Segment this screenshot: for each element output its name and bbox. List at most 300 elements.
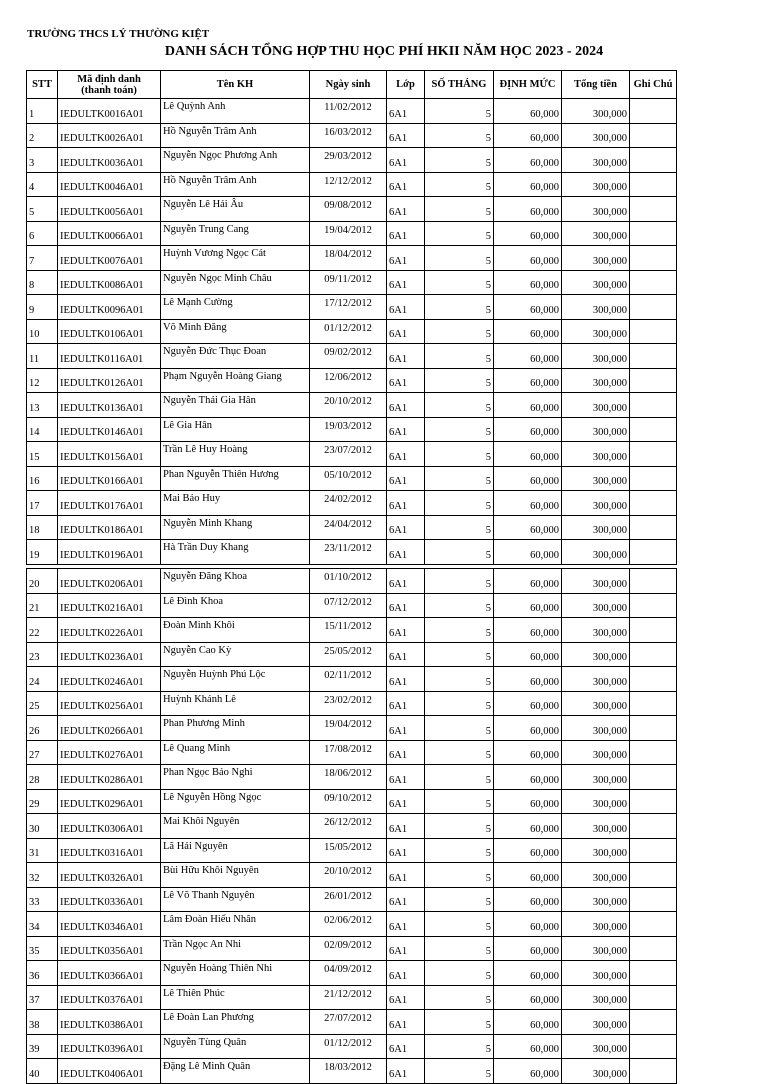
row-class: 6A1 — [387, 246, 425, 271]
row-payment-code: IEDULTK0046A01 — [58, 172, 161, 197]
row-total: 300,000 — [562, 985, 630, 1010]
row-birth-date: 23/11/2012 — [310, 540, 387, 565]
row-student-name: Nguyễn Cao Kỳ — [161, 642, 310, 667]
row-birth-date: 01/12/2012 — [310, 1034, 387, 1059]
table-row — [27, 368, 677, 393]
row-birth-date: 05/10/2012 — [310, 466, 387, 491]
row-total: 300,000 — [562, 863, 630, 888]
row-total: 300,000 — [562, 368, 630, 393]
row-student-name: Võ Minh Đăng — [161, 319, 310, 344]
row-rate: 60,000 — [494, 442, 562, 467]
row-birth-date: 01/12/2012 — [310, 319, 387, 344]
row-birth-date: 12/06/2012 — [310, 368, 387, 393]
row-birth-date: 24/02/2012 — [310, 491, 387, 516]
row-months: 5 — [425, 985, 494, 1010]
row-stt: 22 — [27, 618, 58, 643]
row-rate: 60,000 — [494, 368, 562, 393]
row-birth-date: 02/09/2012 — [310, 936, 387, 961]
table-row — [27, 985, 677, 1010]
row-class: 6A1 — [387, 887, 425, 912]
row-rate: 60,000 — [494, 466, 562, 491]
row-months: 5 — [425, 270, 494, 295]
table-row — [27, 789, 677, 814]
row-birth-date: 23/07/2012 — [310, 442, 387, 467]
row-class: 6A1 — [387, 1010, 425, 1035]
row-student-name: Hồ Nguyễn Trâm Anh — [161, 123, 310, 148]
row-stt: 5 — [27, 197, 58, 222]
row-rate: 60,000 — [494, 197, 562, 222]
row-note — [630, 172, 677, 197]
row-birth-date: 18/03/2012 — [310, 1059, 387, 1084]
row-birth-date: 26/12/2012 — [310, 814, 387, 839]
row-payment-code: IEDULTK0366A01 — [58, 961, 161, 986]
school-name: TRƯỜNG THCS LÝ THƯỜNG KIỆT — [27, 28, 210, 40]
row-stt: 26 — [27, 716, 58, 741]
row-rate: 60,000 — [494, 148, 562, 173]
table-row — [27, 961, 677, 986]
row-payment-code: IEDULTK0296A01 — [58, 789, 161, 814]
table-row — [27, 740, 677, 765]
row-birth-date: 02/11/2012 — [310, 667, 387, 692]
row-payment-code: IEDULTK0246A01 — [58, 667, 161, 692]
row-rate: 60,000 — [494, 393, 562, 418]
row-payment-code: IEDULTK0216A01 — [58, 593, 161, 618]
row-total: 300,000 — [562, 540, 630, 565]
row-student-name: Nguyễn Đức Thục Đoan — [161, 344, 310, 369]
row-stt: 18 — [27, 515, 58, 540]
row-class: 6A1 — [387, 295, 425, 320]
row-payment-code: IEDULTK0406A01 — [58, 1059, 161, 1084]
row-total: 300,000 — [562, 466, 630, 491]
col-header-code-line2: (thanh toán) — [81, 84, 137, 96]
row-birth-date: 29/03/2012 — [310, 148, 387, 173]
row-rate: 60,000 — [494, 887, 562, 912]
row-stt: 38 — [27, 1010, 58, 1035]
row-total: 300,000 — [562, 197, 630, 222]
row-stt: 23 — [27, 642, 58, 667]
row-months: 5 — [425, 197, 494, 222]
fee-table-part-1 — [26, 70, 677, 565]
row-payment-code: IEDULTK0396A01 — [58, 1034, 161, 1059]
table-row — [27, 1034, 677, 1059]
table-row — [27, 1010, 677, 1035]
row-payment-code: IEDULTK0166A01 — [58, 466, 161, 491]
table-row — [27, 197, 677, 222]
row-note — [630, 912, 677, 937]
row-birth-date: 04/09/2012 — [310, 961, 387, 986]
row-stt: 40 — [27, 1059, 58, 1084]
row-rate: 60,000 — [494, 985, 562, 1010]
row-rate: 60,000 — [494, 691, 562, 716]
row-student-name: Lê Đình Khoa — [161, 593, 310, 618]
header-row — [27, 71, 677, 99]
row-student-name: Nguyễn Ngọc Minh Châu — [161, 270, 310, 295]
row-rate: 60,000 — [494, 936, 562, 961]
row-total: 300,000 — [562, 270, 630, 295]
row-total: 300,000 — [562, 936, 630, 961]
row-months: 5 — [425, 667, 494, 692]
row-note — [630, 887, 677, 912]
table-row — [27, 887, 677, 912]
table-body-part-2 — [27, 569, 677, 1084]
table-row — [27, 863, 677, 888]
row-total: 300,000 — [562, 765, 630, 790]
table-row — [27, 442, 677, 467]
row-total: 300,000 — [562, 1059, 630, 1084]
row-stt: 7 — [27, 246, 58, 271]
table-row — [27, 99, 677, 124]
row-total: 300,000 — [562, 515, 630, 540]
row-class: 6A1 — [387, 936, 425, 961]
row-rate: 60,000 — [494, 1034, 562, 1059]
table-row — [27, 936, 677, 961]
row-total: 300,000 — [562, 1010, 630, 1035]
table-row — [27, 221, 677, 246]
row-stt: 29 — [27, 789, 58, 814]
row-note — [630, 838, 677, 863]
row-total: 300,000 — [562, 442, 630, 467]
row-payment-code: IEDULTK0316A01 — [58, 838, 161, 863]
col-header-class: Lớp — [387, 71, 425, 99]
row-student-name: Phan Ngọc Bảo Nghi — [161, 765, 310, 790]
table-row — [27, 838, 677, 863]
row-total: 300,000 — [562, 491, 630, 516]
row-student-name: Huỳnh Vương Ngọc Cát — [161, 246, 310, 271]
row-total: 300,000 — [562, 246, 630, 271]
row-class: 6A1 — [387, 1034, 425, 1059]
row-payment-code: IEDULTK0036A01 — [58, 148, 161, 173]
row-payment-code: IEDULTK0026A01 — [58, 123, 161, 148]
row-payment-code: IEDULTK0336A01 — [58, 887, 161, 912]
row-total: 300,000 — [562, 789, 630, 814]
document-title: DANH SÁCH TỔNG HỢP THU HỌC PHÍ HKII NĂM HỌC 2023 - 2024 — [164, 44, 604, 59]
row-student-name: Mai Khôi Nguyên — [161, 814, 310, 839]
row-stt: 24 — [27, 667, 58, 692]
row-rate: 60,000 — [494, 417, 562, 442]
row-note — [630, 540, 677, 565]
row-rate: 60,000 — [494, 270, 562, 295]
row-payment-code: IEDULTK0236A01 — [58, 642, 161, 667]
row-note — [630, 295, 677, 320]
col-header-rate: ĐỊNH MỨC — [494, 71, 562, 99]
row-payment-code: IEDULTK0086A01 — [58, 270, 161, 295]
row-student-name: Đoàn Minh Khôi — [161, 618, 310, 643]
row-note — [630, 1059, 677, 1084]
row-birth-date: 20/10/2012 — [310, 393, 387, 418]
row-rate: 60,000 — [494, 765, 562, 790]
row-class: 6A1 — [387, 814, 425, 839]
row-payment-code: IEDULTK0346A01 — [58, 912, 161, 937]
row-birth-date: 27/07/2012 — [310, 1010, 387, 1035]
row-student-name: Trần Ngọc An Nhi — [161, 936, 310, 961]
row-student-name: Nguyễn Huỳnh Phú Lộc — [161, 667, 310, 692]
row-note — [630, 863, 677, 888]
row-total: 300,000 — [562, 716, 630, 741]
row-payment-code: IEDULTK0076A01 — [58, 246, 161, 271]
row-note — [630, 642, 677, 667]
row-birth-date: 09/08/2012 — [310, 197, 387, 222]
row-class: 6A1 — [387, 466, 425, 491]
row-rate: 60,000 — [494, 569, 562, 594]
row-student-name: Huỳnh Khánh Lê — [161, 691, 310, 716]
row-class: 6A1 — [387, 569, 425, 594]
row-payment-code: IEDULTK0386A01 — [58, 1010, 161, 1035]
row-birth-date: 01/10/2012 — [310, 569, 387, 594]
row-months: 5 — [425, 740, 494, 765]
row-birth-date: 11/02/2012 — [310, 99, 387, 124]
row-birth-date: 18/04/2012 — [310, 246, 387, 271]
row-stt: 21 — [27, 593, 58, 618]
row-student-name: Phạm Nguyễn Hoàng Giang — [161, 368, 310, 393]
row-note — [630, 961, 677, 986]
row-stt: 30 — [27, 814, 58, 839]
row-months: 5 — [425, 99, 494, 124]
table-row — [27, 491, 677, 516]
row-stt: 15 — [27, 442, 58, 467]
row-total: 300,000 — [562, 99, 630, 124]
row-birth-date: 18/06/2012 — [310, 765, 387, 790]
row-payment-code: IEDULTK0156A01 — [58, 442, 161, 467]
row-note — [630, 569, 677, 594]
table-row — [27, 515, 677, 540]
row-student-name: Nguyễn Đăng Khoa — [161, 569, 310, 594]
row-student-name: Lê Đoàn Lan Phương — [161, 1010, 310, 1035]
row-rate: 60,000 — [494, 172, 562, 197]
row-note — [630, 1010, 677, 1035]
row-total: 300,000 — [562, 740, 630, 765]
row-months: 5 — [425, 368, 494, 393]
row-class: 6A1 — [387, 912, 425, 937]
row-payment-code: IEDULTK0306A01 — [58, 814, 161, 839]
row-note — [630, 667, 677, 692]
row-student-name: Hồ Nguyễn Trâm Anh — [161, 172, 310, 197]
row-rate: 60,000 — [494, 618, 562, 643]
row-class: 6A1 — [387, 319, 425, 344]
row-note — [630, 99, 677, 124]
row-payment-code: IEDULTK0256A01 — [58, 691, 161, 716]
row-payment-code: IEDULTK0176A01 — [58, 491, 161, 516]
row-total: 300,000 — [562, 838, 630, 863]
row-total: 300,000 — [562, 961, 630, 986]
row-student-name: Nguyễn Tùng Quân — [161, 1034, 310, 1059]
row-months: 5 — [425, 814, 494, 839]
row-months: 5 — [425, 172, 494, 197]
row-payment-code: IEDULTK0146A01 — [58, 417, 161, 442]
row-note — [630, 368, 677, 393]
row-stt: 14 — [27, 417, 58, 442]
row-payment-code: IEDULTK0016A01 — [58, 99, 161, 124]
row-note — [630, 442, 677, 467]
table-row — [27, 716, 677, 741]
row-total: 300,000 — [562, 221, 630, 246]
row-months: 5 — [425, 1059, 494, 1084]
row-rate: 60,000 — [494, 740, 562, 765]
col-header-code — [58, 71, 161, 99]
row-note — [630, 765, 677, 790]
row-rate: 60,000 — [494, 319, 562, 344]
row-stt: 20 — [27, 569, 58, 594]
row-class: 6A1 — [387, 368, 425, 393]
row-rate: 60,000 — [494, 863, 562, 888]
row-payment-code: IEDULTK0226A01 — [58, 618, 161, 643]
row-student-name: Lê Gia Hân — [161, 417, 310, 442]
row-student-name: Nguyễn Thái Gia Hân — [161, 393, 310, 418]
row-note — [630, 985, 677, 1010]
row-stt: 28 — [27, 765, 58, 790]
table-row — [27, 569, 677, 594]
row-payment-code: IEDULTK0196A01 — [58, 540, 161, 565]
row-note — [630, 197, 677, 222]
row-student-name: Bùi Hữu Khôi Nguyên — [161, 863, 310, 888]
row-rate: 60,000 — [494, 344, 562, 369]
row-months: 5 — [425, 1034, 494, 1059]
row-note — [630, 618, 677, 643]
row-rate: 60,000 — [494, 642, 562, 667]
table-row — [27, 765, 677, 790]
row-total: 300,000 — [562, 667, 630, 692]
row-months: 5 — [425, 246, 494, 271]
row-rate: 60,000 — [494, 961, 562, 986]
row-class: 6A1 — [387, 716, 425, 741]
row-class: 6A1 — [387, 270, 425, 295]
table-row — [27, 417, 677, 442]
row-note — [630, 417, 677, 442]
row-months: 5 — [425, 936, 494, 961]
row-rate: 60,000 — [494, 593, 562, 618]
row-note — [630, 1034, 677, 1059]
row-note — [630, 221, 677, 246]
row-note — [630, 691, 677, 716]
row-student-name: Lê Võ Thanh Nguyên — [161, 887, 310, 912]
row-total: 300,000 — [562, 319, 630, 344]
row-birth-date: 09/10/2012 — [310, 789, 387, 814]
row-note — [630, 716, 677, 741]
row-student-name: Nguyễn Lê Hải Âu — [161, 197, 310, 222]
row-stt: 34 — [27, 912, 58, 937]
row-total: 300,000 — [562, 417, 630, 442]
row-birth-date: 15/11/2012 — [310, 618, 387, 643]
row-birth-date: 19/04/2012 — [310, 716, 387, 741]
row-stt: 36 — [27, 961, 58, 986]
row-birth-date: 17/08/2012 — [310, 740, 387, 765]
col-header-note: Ghi Chú — [630, 71, 677, 99]
row-birth-date: 19/03/2012 — [310, 417, 387, 442]
row-payment-code: IEDULTK0276A01 — [58, 740, 161, 765]
row-note — [630, 491, 677, 516]
row-stt: 19 — [27, 540, 58, 565]
row-total: 300,000 — [562, 912, 630, 937]
row-student-name: Phan Phương Minh — [161, 716, 310, 741]
table-row — [27, 593, 677, 618]
row-class: 6A1 — [387, 491, 425, 516]
row-months: 5 — [425, 148, 494, 173]
row-stt: 17 — [27, 491, 58, 516]
row-student-name: Mai Bảo Huy — [161, 491, 310, 516]
row-class: 6A1 — [387, 172, 425, 197]
row-birth-date: 02/06/2012 — [310, 912, 387, 937]
table-row — [27, 172, 677, 197]
row-birth-date: 17/12/2012 — [310, 295, 387, 320]
table-row — [27, 270, 677, 295]
table-row — [27, 667, 677, 692]
table-row — [27, 691, 677, 716]
row-total: 300,000 — [562, 814, 630, 839]
row-total: 300,000 — [562, 691, 630, 716]
row-student-name: Hà Trần Duy Khang — [161, 540, 310, 565]
row-note — [630, 344, 677, 369]
row-months: 5 — [425, 123, 494, 148]
row-stt: 32 — [27, 863, 58, 888]
row-student-name: Nguyễn Ngọc Phương Anh — [161, 148, 310, 173]
row-note — [630, 740, 677, 765]
table-row — [27, 466, 677, 491]
row-rate: 60,000 — [494, 814, 562, 839]
table-row — [27, 618, 677, 643]
row-total: 300,000 — [562, 172, 630, 197]
row-rate: 60,000 — [494, 1010, 562, 1035]
row-class: 6A1 — [387, 148, 425, 173]
row-class: 6A1 — [387, 765, 425, 790]
col-header-months: SỐ THÁNG — [425, 71, 494, 99]
row-months: 5 — [425, 618, 494, 643]
row-class: 6A1 — [387, 99, 425, 124]
row-student-name: Nguyễn Trung Cang — [161, 221, 310, 246]
row-class: 6A1 — [387, 789, 425, 814]
row-payment-code: IEDULTK0126A01 — [58, 368, 161, 393]
row-rate: 60,000 — [494, 295, 562, 320]
table-row — [27, 344, 677, 369]
row-class: 6A1 — [387, 985, 425, 1010]
row-months: 5 — [425, 642, 494, 667]
row-student-name: Lê Nguyễn Hồng Ngọc — [161, 789, 310, 814]
row-stt: 9 — [27, 295, 58, 320]
row-rate: 60,000 — [494, 667, 562, 692]
row-class: 6A1 — [387, 838, 425, 863]
row-payment-code: IEDULTK0286A01 — [58, 765, 161, 790]
row-stt: 6 — [27, 221, 58, 246]
row-student-name: Nguyễn Minh Khang — [161, 515, 310, 540]
row-months: 5 — [425, 393, 494, 418]
row-rate: 60,000 — [494, 912, 562, 937]
table-row — [27, 642, 677, 667]
row-months: 5 — [425, 442, 494, 467]
row-rate: 60,000 — [494, 221, 562, 246]
fee-table-part-2 — [26, 568, 677, 1084]
row-note — [630, 814, 677, 839]
row-note — [630, 319, 677, 344]
row-stt: 37 — [27, 985, 58, 1010]
table-row — [27, 1059, 677, 1084]
row-payment-code: IEDULTK0376A01 — [58, 985, 161, 1010]
row-student-name: Lê Quang Minh — [161, 740, 310, 765]
row-months: 5 — [425, 716, 494, 741]
row-class: 6A1 — [387, 221, 425, 246]
col-header-code-line1: Mã định danh — [77, 73, 141, 85]
row-months: 5 — [425, 466, 494, 491]
row-payment-code: IEDULTK0266A01 — [58, 716, 161, 741]
row-months: 5 — [425, 838, 494, 863]
row-student-name: Lê Mạnh Cường — [161, 295, 310, 320]
row-note — [630, 593, 677, 618]
table-row — [27, 540, 677, 565]
row-student-name: Lâm Đoàn Hiếu Nhân — [161, 912, 310, 937]
row-stt: 27 — [27, 740, 58, 765]
row-class: 6A1 — [387, 618, 425, 643]
row-stt: 8 — [27, 270, 58, 295]
row-class: 6A1 — [387, 197, 425, 222]
row-stt: 11 — [27, 344, 58, 369]
col-header-name: Tên KH — [161, 71, 310, 99]
